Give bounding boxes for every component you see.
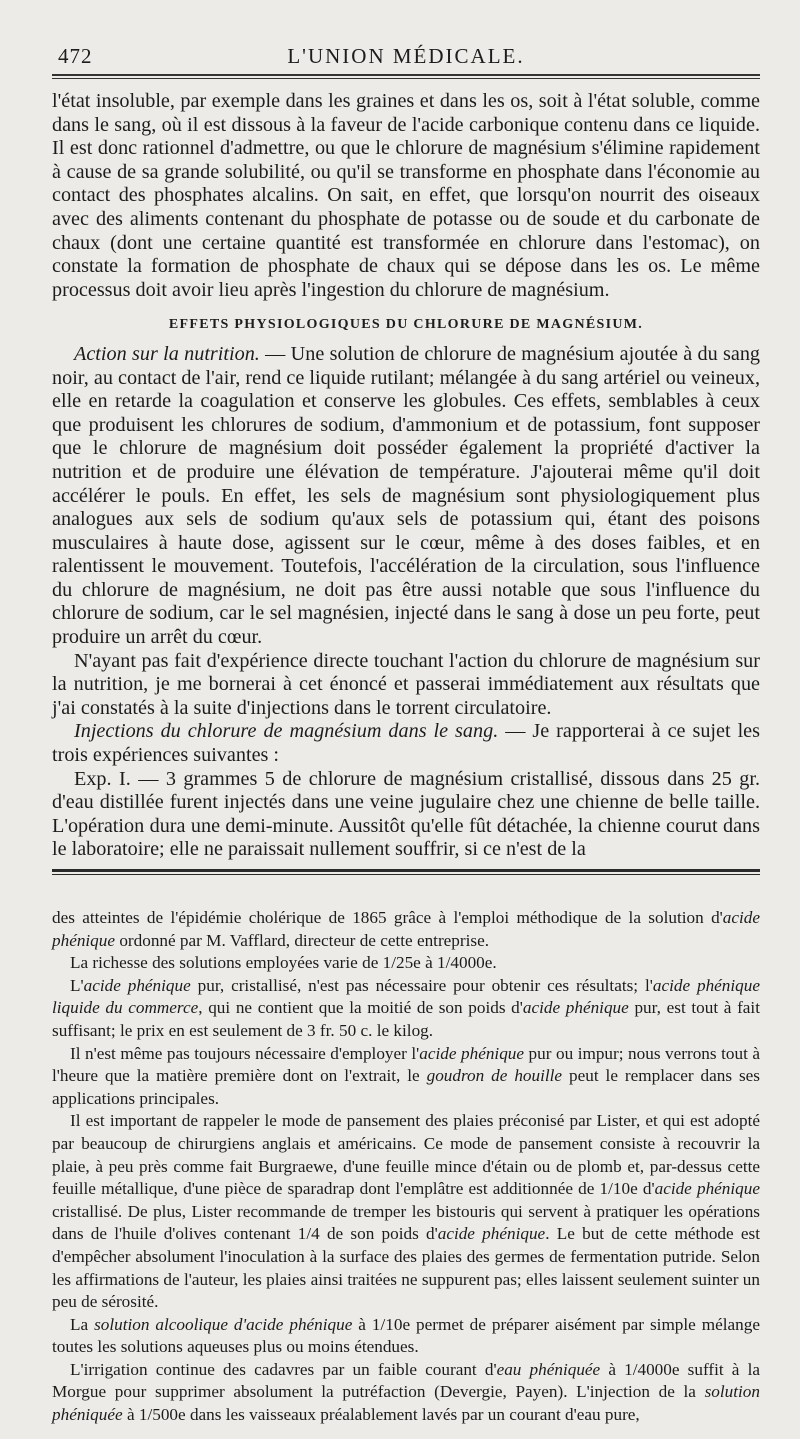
page-header [52,0,760,66]
paragraph-lead: Action sur la nutrition. [74,342,260,365]
paragraph-body: — Une solution de chlorure de magnésium ajoutée à du sang noir, au contact de l'air, rend ce liquide rutilant; mélangée à du sang artériel ou veineux, elle en retarde la coagulation et conserve les globules. Ces effets, semblables à ceux que produisent les chlorures de sodium, d'ammonium et de potassium, font supposer que le chlorure de magnésium doit posséder également la propriété d'activer la nutrition et de produire une élévation de température. J'ajouterai même qu'il doit accélérer le pouls. En effet, les sels de magnésium sont physiologiquement plus analogues aux sels de sodium qu'aux sels de potassium qui, étant des poisons musculaires à haute dose, agissent sur le cœur, même à des doses faibles, et en ralentissent le mouvement. Toutefois, l'accélération de la circulation, sous l'influence du chlorure de magnésium, ne doit pas être aussi notable que sous l'influence du chlorure de sodium, car le sel magnésien, injecté dans le sang à dose un peu forte, peut produire un arrêt du cœur. [52,342,761,649]
footnote-italic: acide phénique [654,1179,760,1199]
footnote-paragraph [52,1359,760,1427]
footnote-paragraph [52,1314,760,1359]
footnote-divider-thin [52,874,760,875]
footnote-block [52,907,760,1427]
footnote-paragraph [52,1110,760,1313]
page-number: 472 [58,44,93,68]
footnote-italic: solution phéniquée [52,1382,760,1425]
paragraph-nutrition [52,343,760,650]
footnote-text: ordonné par M. Vafflard, directeur de cette entreprise. [115,930,490,950]
footnote-text: à 1/4000e suffit à la Morgue pour supprimer absolument la putréfaction (Devergie, Payen). L'injection de la [52,1359,760,1402]
paragraph-1: l'état insoluble, par exemple dans les graines et dans les os, soit à l'état soluble, comme dans le sang, où il est dissous à la faveur de l'acide carbonique contenu dans ce liquide. Il est donc rationnel d'admettre, ou que le chlorure de magnésium s'élimine rapidement à cause de sa grande solubilité, ou qu'il se transforme en phosphate dans l'économie au contact des phosphates alcalins. On sait, en effet, que lorsqu'on nourrit des oiseaux avec des aliments contenant du phosphate de potasse ou de soude et du carbonate de chaux (dont une certaine quantité est transformée en chlorure dans l'estomac), on constate la formation de phosphate de chaux qui se dépose dans les os. Le même processus doit avoir lieu après l'ingestion du chlorure de magnésium. [52,90,760,301]
footnote-divider [52,869,760,872]
header-rule [52,74,760,79]
footnote-italic: acide phénique [83,975,191,995]
paragraph-lead: Injections du chlorure de magnésium dans le sang. [74,720,499,743]
footnote-text: à 1/500e dans les vaisseaux préalablement lavés par un courant d'eau pure, [122,1405,640,1425]
footnote-text: , qui ne contient que la moitié de son poids d' [198,998,523,1018]
footnote-italic: acide phénique [437,1224,546,1244]
footnote-text: pur, cristallisé, n'est pas nécessaire pour obtenir ces résultats; l' [190,975,653,995]
paragraph-3: N'ayant pas fait d'expérience directe touchant l'action du chlorure de magnésium sur la nutrition, je me bornerai à cet énoncé et passerai immédiatement aux résultats que j'ai constatés à la suite d'injections dans le torrent circulatoire. [52,649,760,719]
footnote-italic: solution alcoolique d'acide phénique [94,1314,353,1334]
paragraph-experiment-1: Exp. I. — 3 grammes 5 de chlorure de magnésium cristallisé, dissous dans 25 gr. d'eau distillée furent injectés dans une veine jugulaire chez une chienne de belle taille. L'opération dura une demi-minute. Aussitôt qu'elle fût détachée, la chienne courut dans le laboratoire; elle ne paraissait nullement souffrir, si ce n'est de la [52,767,760,861]
footnote-italic: acide phénique [52,908,760,950]
running-title: L'UNION MÉDICALE. [287,44,525,68]
paragraph-injections [52,720,760,767]
footnote-text: pur ou impur; nous verrons tout à l'heure que la matière première dont on l'extrait, le [52,1043,761,1086]
footnote-italic: goudron de houille [426,1066,563,1086]
footnote-paragraph: La richesse des solutions employées varie de 1/25e à 1/4000e. [70,953,497,973]
footnote-text: peut le remplacer dans ses applications principales. [52,1066,760,1108]
section-title: EFFETS PHYSIOLOGIQUES DU CHLORURE DE MAGNÉSIUM. [168,317,644,333]
footnote-italic: acide phénique liquide du commerce [52,975,760,1018]
footnote-italic: acide phénique [419,1043,525,1063]
footnote-text: Il est important de rappeler le mode de pansement des plaies préconisé par Lister, et qui est adopté par beaucoup de chirurgiens anglais et américains. Ce mode de pansement consiste à recouvrir la plaie, à peu près comme fait Burgraewe, d'une feuille mince d'étain ou de plomb et, par-dessus cette feuille métallique, d'une pièce de sparadrap dont l'emplâtre est additionnée de 1/10e d' [52,1111,760,1199]
footnote-text: des atteintes de l'épidémie cholérique de 1865 grâce à l'emploi méthodique de la solution d' [52,908,723,927]
footnote-text: L'irrigation continue des cadavres par un faible courant d' [70,1359,497,1379]
footnote-text: à 1/10e permet de préparer aisément par simple mélange toutes les solutions aqueuses plus ou moins étendues. [52,1314,760,1357]
footnote-text: pur, est tout à fait suffisant; le prix en est seulement de 3 fr. 50 c. le kilog. [52,998,760,1040]
footnote-text: L' [70,975,84,995]
main-text [52,66,760,862]
footnote-italic: acide phénique [522,998,629,1018]
footnote-text: cristallisé. De plus, Lister recommande de tremper les bistouris qui servent à pratiquer les opérations dans de l'huile d'olives contenant 1/4 de son poids d' [52,1201,760,1244]
footnote-paragraph [52,907,760,952]
footnote-paragraph [52,1043,760,1111]
footnote-text: La [70,1314,95,1334]
footnote-paragraph [52,975,760,1043]
footnote-italic: eau phéniquée [496,1359,601,1379]
footnote-text: . Le but de cette méthode est d'empêcher absolument l'inoculation à la surface des plaies des germes de fermentation putride. Selon les affirmations de l'auteur, les plaies ainsi traitées ne suppurent pas; elles laissent seulement suinter un peu de sérosité. [52,1224,760,1312]
paragraph-body: — Je rapporterai à ce sujet les trois expériences suivantes : [52,720,760,767]
footnote-text: Il n'est même pas toujours nécessaire d'employer l' [70,1043,420,1063]
